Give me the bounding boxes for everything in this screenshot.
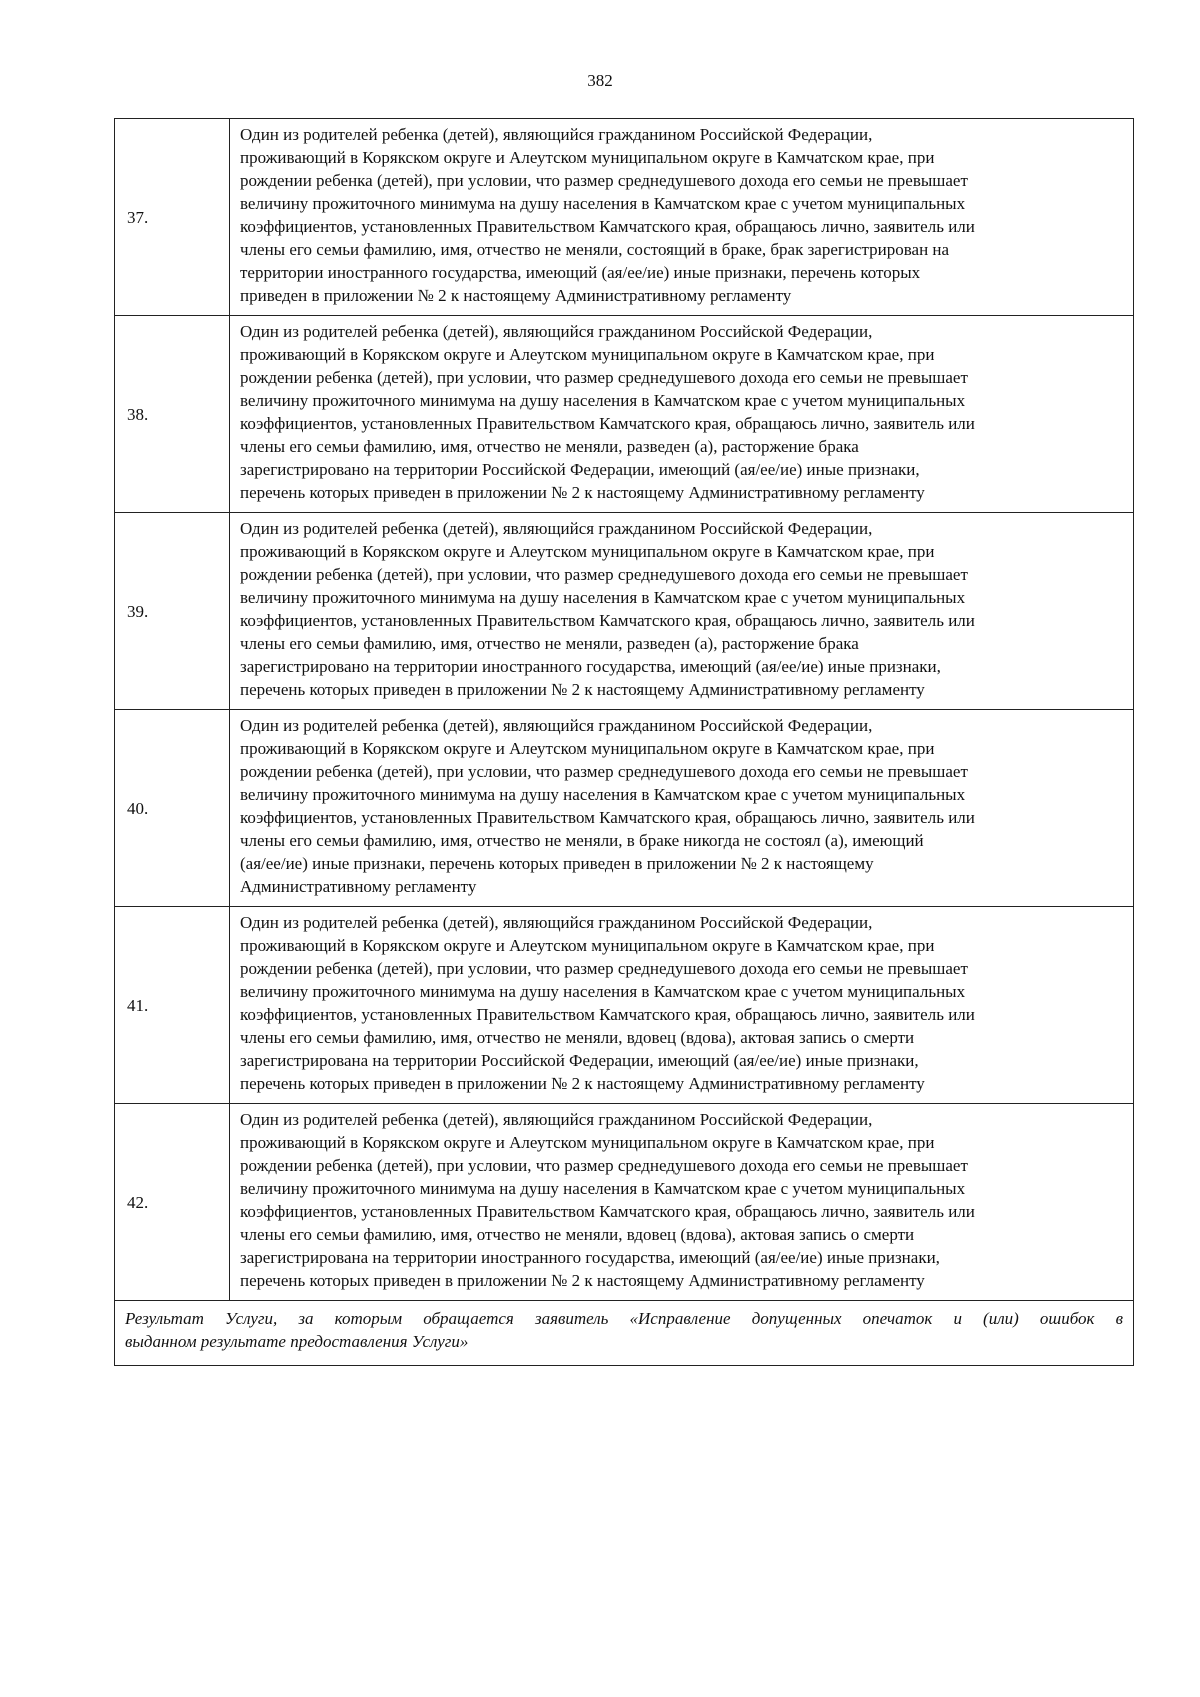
text-line: рождении ребенка (детей), при условии, что размер среднедушевого дохода его семьи не превышает <box>240 565 968 584</box>
text-line: рождении ребенка (детей), при условии, что размер среднедушевого дохода его семьи не превышает <box>240 959 968 978</box>
text-line: перечень которых приведен в приложении № 2 к настоящему Административному регламенту <box>240 1074 925 1093</box>
result-row <box>115 1301 1134 1366</box>
table-row <box>115 119 1134 316</box>
text-line: (ая/ее/ие) иные признаки, перечень которых приведен в приложении № 2 к настоящему <box>240 854 874 873</box>
row-number: 40. <box>115 710 230 907</box>
text-line: коэффициентов, установленных Правительством Камчатского края, обращаюсь лично, заявитель или <box>240 1202 975 1221</box>
text-line: рождении ребенка (детей), при условии, что размер среднедушевого дохода его семьи не превышает <box>240 1156 968 1175</box>
row-description <box>230 907 1134 1104</box>
text-line: члены его семьи фамилию, имя, отчество не меняли, состоящий в браке, брак зарегистрирован на <box>240 240 950 259</box>
text-line: члены его семьи фамилию, имя, отчество не меняли, вдовец (вдова), актовая запись о смерти <box>240 1028 915 1047</box>
row-description <box>230 119 1134 316</box>
text-line: проживающий в Корякском округе и Алеутском муниципальном округе в Камчатском крае, при <box>240 739 935 758</box>
row-number: 42. <box>115 1104 230 1301</box>
text-line: коэффициентов, установленных Правительством Камчатского края, обращаюсь лично, заявитель или <box>240 808 975 827</box>
row-number: 38. <box>115 316 230 513</box>
text-line: величину прожиточного минимума на душу населения в Камчатском крае с учетом муниципальных <box>240 194 966 213</box>
text-line: Результат Услуги, за которым обращается заявитель «Исправление допущенных опечаток и (или) ошибок в <box>125 1309 1123 1328</box>
text-line: члены его семьи фамилию, имя, отчество не меняли, разведен (а), расторжение брака <box>240 437 859 456</box>
text-line: величину прожиточного минимума на душу населения в Камчатском крае с учетом муниципальных <box>240 785 966 804</box>
text-line: величину прожиточного минимума на душу населения в Камчатском крае с учетом муниципальных <box>240 982 966 1001</box>
text-line: перечень которых приведен в приложении № 2 к настоящему Административному регламенту <box>240 483 925 502</box>
text-line: приведен в приложении № 2 к настоящему Административному регламенту <box>240 286 792 305</box>
service-result-cell <box>115 1301 1134 1366</box>
table-row <box>115 513 1134 710</box>
text-line: Один из родителей ребенка (детей), являющийся гражданином Российской Федерации, <box>240 913 873 932</box>
page-number: 382 <box>587 71 613 90</box>
text-line: рождении ребенка (детей), при условии, что размер среднедушевого дохода его семьи не превышает <box>240 368 968 387</box>
text-line: Один из родителей ребенка (детей), являющийся гражданином Российской Федерации, <box>240 322 873 341</box>
text-line: рождении ребенка (детей), при условии, что размер среднедушевого дохода его семьи не превышает <box>240 171 968 190</box>
row-number: 41. <box>115 907 230 1104</box>
text-line: величину прожиточного минимума на душу населения в Камчатском крае с учетом муниципальных <box>240 588 966 607</box>
text-line: территории иностранного государства, имеющий (ая/ее/ие) иные признаки, перечень которых <box>240 263 921 282</box>
text-line: выданном результате предоставления Услуги» <box>125 1332 469 1351</box>
text-line: зарегистрирована на территории Российской Федерации, имеющий (ая/ее/ие) иные признаки, <box>240 1051 919 1070</box>
table-row <box>115 1104 1134 1301</box>
text-line: члены его семьи фамилию, имя, отчество не меняли, разведен (а), расторжение брака <box>240 634 859 653</box>
table-row <box>115 710 1134 907</box>
table-row <box>115 316 1134 513</box>
text-line: величину прожиточного минимума на душу населения в Камчатском крае с учетом муниципальных <box>240 1179 966 1198</box>
row-description <box>230 1104 1134 1301</box>
text-line: Один из родителей ребенка (детей), являющийся гражданином Российской Федерации, <box>240 1110 873 1129</box>
row-description <box>230 316 1134 513</box>
text-line: проживающий в Корякском округе и Алеутском муниципальном округе в Камчатском крае, при <box>240 148 935 167</box>
text-line: Административному регламенту <box>240 877 477 896</box>
text-line: члены его семьи фамилию, имя, отчество не меняли, в браке никогда не состоял (а), имеющий <box>240 831 924 850</box>
row-description <box>230 710 1134 907</box>
text-line: Один из родителей ребенка (детей), являющийся гражданином Российской Федерации, <box>240 716 873 735</box>
text-line: зарегистрировано на территории Российской Федерации, имеющий (ая/ее/ие) иные признаки, <box>240 460 920 479</box>
regulation-table <box>114 118 1134 1366</box>
text-line: зарегистрирована на территории иностранного государства, имеющий (ая/ее/ие) иные признаки, <box>240 1248 940 1267</box>
text-line: члены его семьи фамилию, имя, отчество не меняли, вдовец (вдова), актовая запись о смерти <box>240 1225 915 1244</box>
text-line: зарегистрировано на территории иностранного государства, имеющий (ая/ее/ие) иные признаки, <box>240 657 941 676</box>
row-description <box>230 513 1134 710</box>
text-line: коэффициентов, установленных Правительством Камчатского края, обращаюсь лично, заявитель или <box>240 414 975 433</box>
text-line: коэффициентов, установленных Правительством Камчатского края, обращаюсь лично, заявитель или <box>240 611 975 630</box>
text-line: Один из родителей ребенка (детей), являющийся гражданином Российской Федерации, <box>240 519 873 538</box>
text-line: проживающий в Корякском округе и Алеутском муниципальном округе в Камчатском крае, при <box>240 345 935 364</box>
text-line: коэффициентов, установленных Правительством Камчатского края, обращаюсь лично, заявитель или <box>240 217 975 236</box>
text-line: коэффициентов, установленных Правительством Камчатского края, обращаюсь лично, заявитель или <box>240 1005 975 1024</box>
row-number: 37. <box>115 119 230 316</box>
text-line: перечень которых приведен в приложении № 2 к настоящему Административному регламенту <box>240 1271 925 1290</box>
text-line: проживающий в Корякском округе и Алеутском муниципальном округе в Камчатском крае, при <box>240 1133 935 1152</box>
text-line: рождении ребенка (детей), при условии, что размер среднедушевого дохода его семьи не превышает <box>240 762 968 781</box>
table-row <box>115 907 1134 1104</box>
text-line: Один из родителей ребенка (детей), являющийся гражданином Российской Федерации, <box>240 125 873 144</box>
text-line: проживающий в Корякском округе и Алеутском муниципальном округе в Камчатском крае, при <box>240 542 935 561</box>
text-line: перечень которых приведен в приложении № 2 к настоящему Административному регламенту <box>240 680 925 699</box>
text-line: величину прожиточного минимума на душу населения в Камчатском крае с учетом муниципальных <box>240 391 966 410</box>
text-line: проживающий в Корякском округе и Алеутском муниципальном округе в Камчатском крае, при <box>240 936 935 955</box>
row-number: 39. <box>115 513 230 710</box>
